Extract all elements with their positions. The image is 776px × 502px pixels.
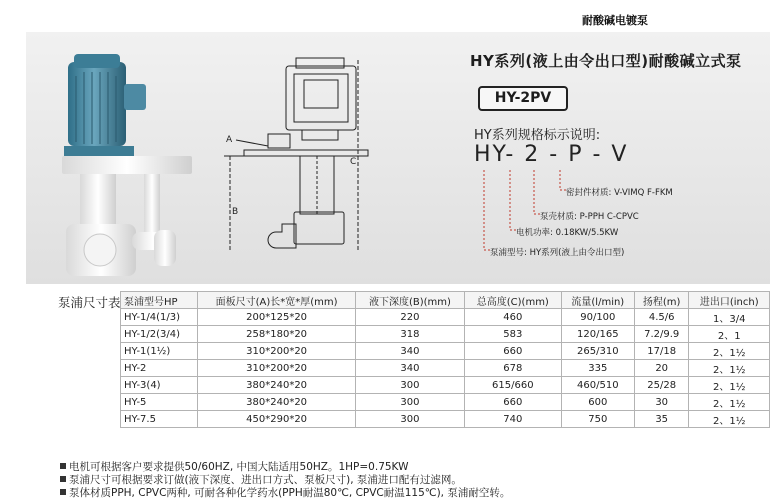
cell-model: HY-1/4(1/3) <box>121 309 198 326</box>
cell-total-height: 615/660 <box>464 377 561 394</box>
cell-head: 7.2/9.9 <box>634 326 689 343</box>
table-row <box>121 343 770 360</box>
cell-total-height: 678 <box>464 360 561 377</box>
drawing-label-a: A <box>226 135 233 145</box>
cell-total-height: 660 <box>464 343 561 360</box>
cell-inlet-outlet: 2、1½ <box>689 360 770 377</box>
cell-depth: 340 <box>356 360 465 377</box>
table-row <box>121 394 770 411</box>
col-flow: 流量(l/min) <box>561 292 634 309</box>
cell-panel-size: 310*200*20 <box>198 360 356 377</box>
cell-depth: 300 <box>356 411 465 428</box>
bullet-icon <box>60 489 66 495</box>
col-inlet-outlet: 进出口(inch) <box>689 292 770 309</box>
table-row <box>121 360 770 377</box>
table-row <box>121 326 770 343</box>
series-title: HY系列(液上由令出口型)耐酸碱立式泵 <box>470 52 742 70</box>
cell-panel-size: 200*125*20 <box>198 309 356 326</box>
cell-panel-size: 258*180*20 <box>198 326 356 343</box>
cell-head: 30 <box>634 394 689 411</box>
cell-flow: 90/100 <box>561 309 634 326</box>
note-text: 泵浦尺寸可根据要求订做(液下深度、进出口方式、泵板尺寸), 泵浦进口配有过滤网。 <box>69 474 462 486</box>
cell-depth: 300 <box>356 377 465 394</box>
cell-head: 35 <box>634 411 689 428</box>
cell-panel-size: 380*240*20 <box>198 394 356 411</box>
cell-head: 25/28 <box>634 377 689 394</box>
note-text: 电机可根据客户要求提供50/60HZ, 中国大陆适用50HZ。1HP=0.75KW <box>69 461 409 473</box>
cell-model: HY-7.5 <box>121 411 198 428</box>
cell-inlet-outlet: 2、1½ <box>689 343 770 360</box>
cell-total-height: 740 <box>464 411 561 428</box>
col-model: 泵浦型号HP <box>121 292 198 309</box>
pump-photo <box>28 42 198 282</box>
cell-total-height: 460 <box>464 309 561 326</box>
cell-inlet-outlet: 2、1 <box>689 326 770 343</box>
cell-head: 20 <box>634 360 689 377</box>
cell-model: HY-1(1½) <box>121 343 198 360</box>
cell-inlet-outlet: 2、1½ <box>689 411 770 428</box>
spec-heading: HY系列规格标示说明: <box>474 128 601 143</box>
cell-head: 4.5/6 <box>634 309 689 326</box>
note-item <box>60 487 510 500</box>
cell-model: HY-3(4) <box>121 377 198 394</box>
cell-depth: 318 <box>356 326 465 343</box>
col-head: 扬程(m) <box>634 292 689 309</box>
cell-depth: 220 <box>356 309 465 326</box>
cell-flow: 265/310 <box>561 343 634 360</box>
cell-flow: 460/510 <box>561 377 634 394</box>
cell-total-height: 660 <box>464 394 561 411</box>
col-panel-size: 面板尺寸(A)长*宽*厚(mm) <box>198 292 356 309</box>
cell-flow: 335 <box>561 360 634 377</box>
col-depth: 液下深度(B)(mm) <box>356 292 465 309</box>
cell-head: 17/18 <box>634 343 689 360</box>
cell-inlet-outlet: 2、1½ <box>689 394 770 411</box>
pump-drawing <box>222 54 372 269</box>
dimension-table <box>120 291 770 428</box>
cell-inlet-outlet: 2、1½ <box>689 377 770 394</box>
legend-casing: 泵壳材质: P-PPH C-CPVC <box>540 212 639 222</box>
cell-panel-size: 380*240*20 <box>198 377 356 394</box>
table-row <box>121 377 770 394</box>
legend-power: 电机功率: 0.18KW/5.5KW <box>516 228 619 238</box>
table-row <box>121 411 770 428</box>
table-row <box>121 309 770 326</box>
table-title: 泵浦尺寸表 <box>58 295 121 310</box>
cell-total-height: 583 <box>464 326 561 343</box>
note-item <box>60 474 510 487</box>
cell-panel-size: 450*290*20 <box>198 411 356 428</box>
col-total-height: 总高度(C)(mm) <box>464 292 561 309</box>
cell-model: HY-5 <box>121 394 198 411</box>
model-code-pattern: HY- 2 - P - V <box>474 142 629 167</box>
cell-flow: 750 <box>561 411 634 428</box>
page-title: 耐酸碱电镀泵 <box>582 14 648 27</box>
bullet-icon <box>60 476 66 482</box>
cell-depth: 300 <box>356 394 465 411</box>
legend-model: 泵浦型号: HY系列(液上由令出口型) <box>490 248 625 258</box>
cell-panel-size: 310*200*20 <box>198 343 356 360</box>
legend-seal: 密封件材质: V-VIMQ F-FKM <box>566 188 673 198</box>
note-item <box>60 461 510 474</box>
cell-inlet-outlet: 1、3/4 <box>689 309 770 326</box>
cell-model: HY-1/2(3/4) <box>121 326 198 343</box>
cell-model: HY-2 <box>121 360 198 377</box>
bullet-icon <box>60 463 66 469</box>
cell-depth: 340 <box>356 343 465 360</box>
drawing-label-c: C <box>350 157 357 167</box>
cell-flow: 120/165 <box>561 326 634 343</box>
note-text: 泵体材质PPH, CPVC两种, 可耐各种化学药水(PPH耐温80℃, CPVC耐温115℃), 泵浦耐空转。 <box>69 487 511 499</box>
model-badge: HY-2PV <box>478 86 568 111</box>
notes <box>60 461 510 500</box>
cell-flow: 600 <box>561 394 634 411</box>
table-header-row <box>121 292 770 309</box>
drawing-label-b: B <box>232 207 239 217</box>
